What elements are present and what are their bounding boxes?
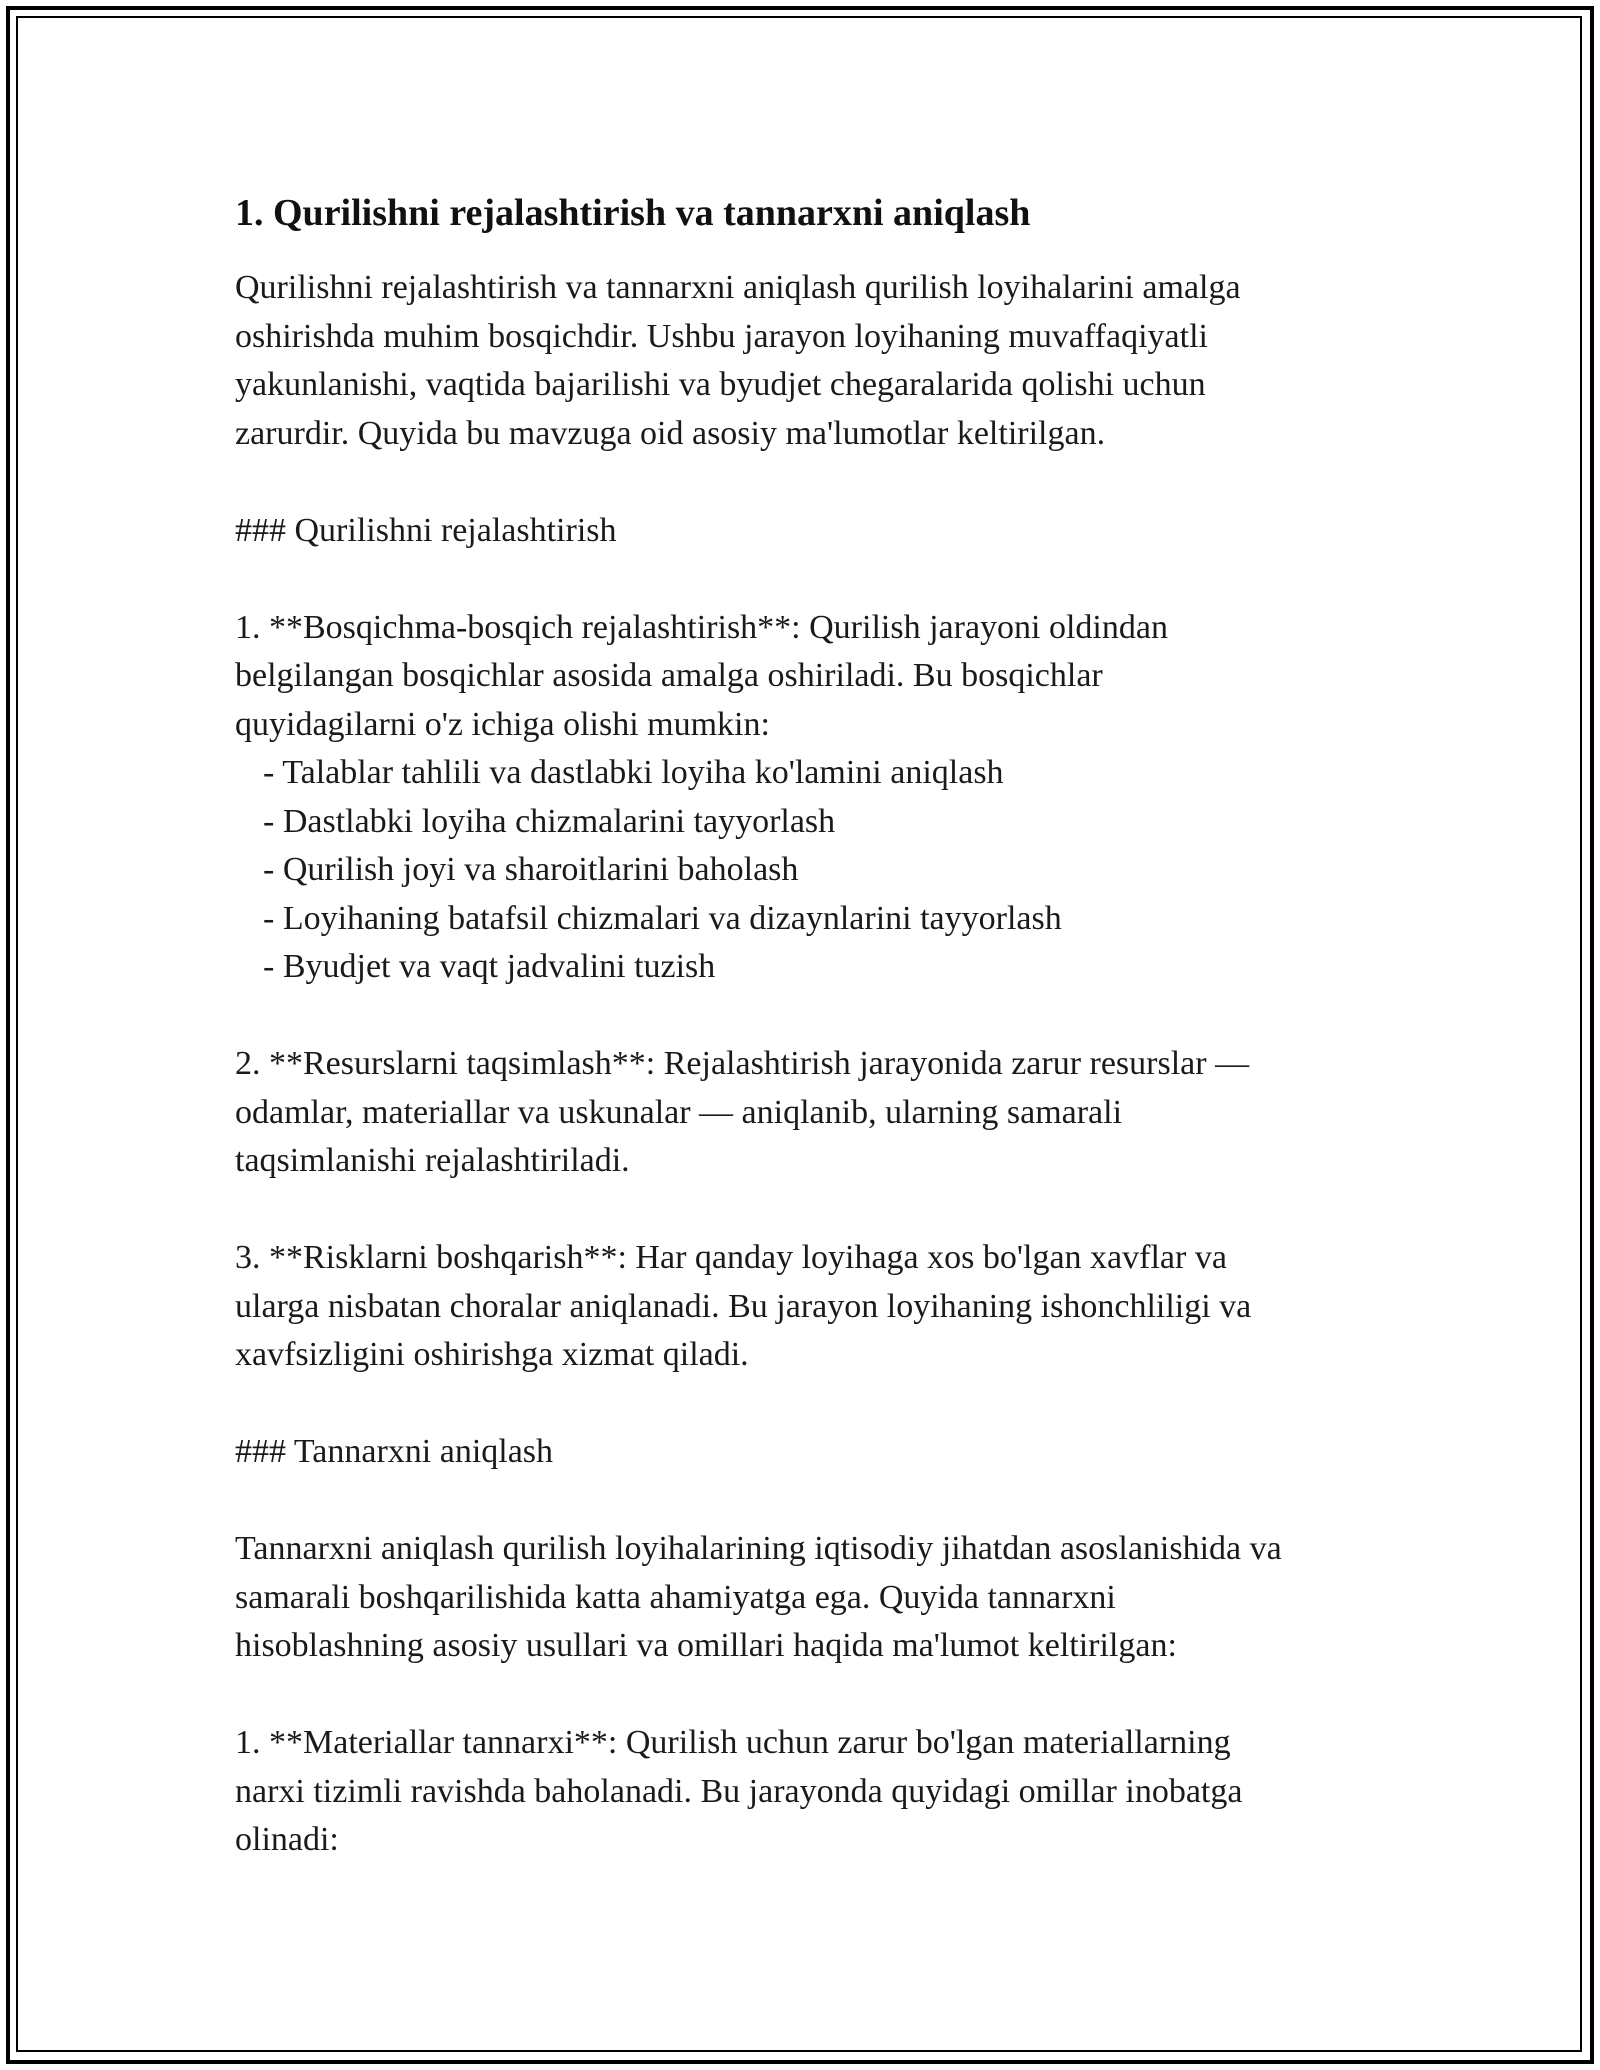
spacer <box>235 1671 1395 1720</box>
list-item-staged-planning: 1. **Bosqichma-bosqich rejalashtirish**: Qurilish jarayoni oldindan belgilangan bosqichlar asosida amalga oshiriladi. Bu bosqichlar quyidagilarni o'z ichiga olishi mumkin: <box>235 608 1168 743</box>
spacer <box>235 555 1395 604</box>
spacer <box>235 992 1395 1041</box>
list-item-resource-allocation: 2. **Resurslarni taqsimlash**: Rejalashtirish jarayonida zarur resurslar — odamlar, materiallar va uskunalar — aniqlanib, ularning samarali taqsimlanishi rejalashtiriladi. <box>235 1045 1250 1179</box>
list-item-risk-management: 3. **Risklarni boshqarish**: Har qanday loyihaga xos bo'lgan xavflar va ularga nisbatan choralar aniqlanadi. Bu jarayon loyihaning ishonchliligi va xavfsizligini oshirishga xizmat qiladi. <box>235 1239 1252 1373</box>
sub-list-item: - Qurilish joyi va sharoitlarini baholash <box>263 851 799 888</box>
cost-intro-paragraph: Tannarxni aniqlash qurilish loyihalarining iqtisodiy jihatdan asoslanishida va samarali boshqarilishida katta ahamiyatga ega. Quyida tannarxni hisoblashning asosiy usullari va omillari haqida ma'lumot keltirilgan: <box>235 1530 1282 1664</box>
section-heading-planning: ### Qurilishni rejalashtirish <box>235 511 617 549</box>
section-heading-cost: ### Tannarxni aniqlash <box>235 1433 554 1470</box>
spacer <box>235 1186 1395 1235</box>
sub-list-item: - Byudjet va vaqt jadvalini tuzish <box>263 948 716 985</box>
document-body <box>235 185 1395 1865</box>
sub-list-item: - Dastlabki loyiha chizmalarini tayyorlash <box>263 802 836 840</box>
sub-list-item: - Talablar tahlili va dastlabki loyiha ko'lamini aniqlash <box>263 754 1004 791</box>
spacer <box>235 1380 1395 1429</box>
sub-list-item: - Loyihaning batafsil chizmalari va dizaynlarini tayyorlash <box>263 899 1062 937</box>
list-item-material-cost: 1. **Materiallar tannarxi**: Qurilish uchun zarur bo'lgan materiallarning narxi tizimli ravishda baholanadi. Bu jarayonda quyidagi omillar inobatga olinadi: <box>235 1724 1243 1858</box>
intro-paragraph: Qurilishni rejalashtirish va tannarxni aniqlash qurilish loyihalarini amalga oshirishda muhim bosqichdir. Ushbu jarayon loyihaning muvaffaqiyatli yakunlanishi, vaqtida bajarilishi va byudjet chegaralarida qolishi uchun zarurdir. Quyida bu mavzuga oid asosiy ma'lumotlar keltirilgan. <box>235 269 1241 452</box>
document-title: 1. Qurilishni rejalashtirish va tannarxni aniqlash <box>235 192 1031 234</box>
spacer <box>235 458 1395 507</box>
spacer <box>235 1477 1395 1526</box>
